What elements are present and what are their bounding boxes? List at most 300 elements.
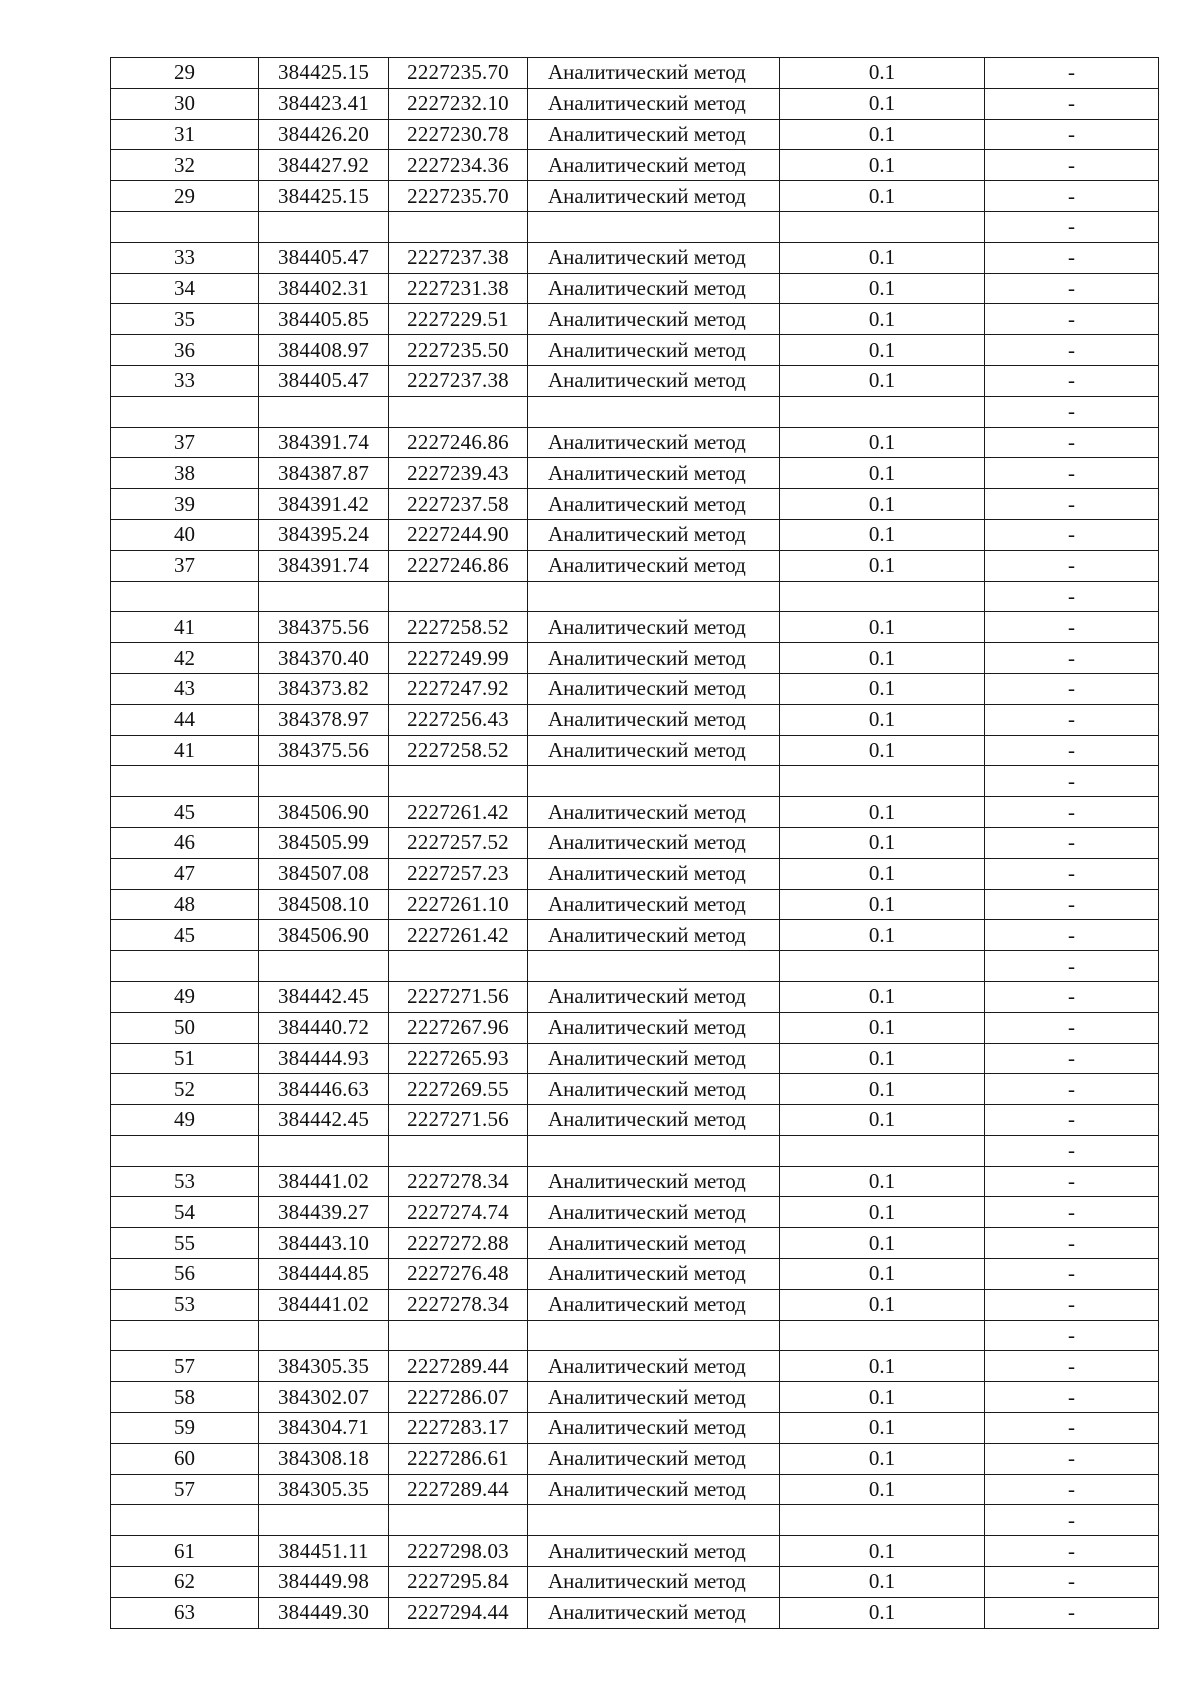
- accuracy-cell: 0.1: [780, 150, 985, 181]
- accuracy-cell: 0.1: [780, 519, 985, 550]
- point-number-cell: 60: [111, 1443, 259, 1474]
- note-cell: -: [985, 889, 1159, 920]
- point-number-cell: [111, 581, 259, 612]
- accuracy-cell: 0.1: [780, 550, 985, 581]
- note-cell: -: [985, 1228, 1159, 1259]
- x-coordinate-cell: 384405.47: [259, 242, 389, 273]
- method-cell: Аналитический метод: [528, 1105, 780, 1136]
- note-cell: -: [985, 1259, 1159, 1290]
- accuracy-cell: 0.1: [780, 458, 985, 489]
- x-coordinate-cell: 384442.45: [259, 981, 389, 1012]
- table-row: [111, 58, 1159, 89]
- table-row: [111, 273, 1159, 304]
- y-coordinate-cell: [389, 951, 528, 982]
- x-coordinate-cell: 384405.85: [259, 304, 389, 335]
- method-cell: Аналитический метод: [528, 1474, 780, 1505]
- note-cell: -: [985, 643, 1159, 674]
- method-cell: Аналитический метод: [528, 1567, 780, 1598]
- method-cell: Аналитический метод: [528, 1228, 780, 1259]
- point-number-cell: 57: [111, 1351, 259, 1382]
- table-row: [111, 242, 1159, 273]
- table-row: [111, 1228, 1159, 1259]
- note-cell: -: [985, 1289, 1159, 1320]
- accuracy-cell: [780, 951, 985, 982]
- accuracy-cell: 0.1: [780, 1012, 985, 1043]
- note-cell: -: [985, 58, 1159, 89]
- table-row: [111, 1536, 1159, 1567]
- point-number-cell: 42: [111, 643, 259, 674]
- table-row: [111, 1474, 1159, 1505]
- point-number-cell: 32: [111, 150, 259, 181]
- note-cell: -: [985, 396, 1159, 427]
- accuracy-cell: 0.1: [780, 58, 985, 89]
- method-cell: Аналитический метод: [528, 858, 780, 889]
- accuracy-cell: 0.1: [780, 489, 985, 520]
- point-number-cell: 53: [111, 1289, 259, 1320]
- note-cell: -: [985, 827, 1159, 858]
- note-cell: -: [985, 273, 1159, 304]
- x-coordinate-cell: 384449.98: [259, 1567, 389, 1598]
- y-coordinate-cell: 2227258.52: [389, 735, 528, 766]
- table-row: [111, 458, 1159, 489]
- note-cell: -: [985, 858, 1159, 889]
- point-number-cell: 44: [111, 704, 259, 735]
- note-cell: -: [985, 365, 1159, 396]
- point-number-cell: 45: [111, 797, 259, 828]
- note-cell: -: [985, 489, 1159, 520]
- table-row: [111, 827, 1159, 858]
- note-cell: -: [985, 1074, 1159, 1105]
- accuracy-cell: [780, 1505, 985, 1536]
- y-coordinate-cell: 2227256.43: [389, 704, 528, 735]
- method-cell: Аналитический метод: [528, 458, 780, 489]
- x-coordinate-cell: 384426.20: [259, 119, 389, 150]
- table-row: [111, 581, 1159, 612]
- method-cell: Аналитический метод: [528, 1259, 780, 1290]
- x-coordinate-cell: 384408.97: [259, 335, 389, 366]
- y-coordinate-cell: 2227244.90: [389, 519, 528, 550]
- accuracy-cell: 0.1: [780, 827, 985, 858]
- accuracy-cell: 0.1: [780, 427, 985, 458]
- y-coordinate-cell: 2227295.84: [389, 1567, 528, 1598]
- method-cell: Аналитический метод: [528, 242, 780, 273]
- method-cell: Аналитический метод: [528, 489, 780, 520]
- x-coordinate-cell: [259, 396, 389, 427]
- y-coordinate-cell: 2227234.36: [389, 150, 528, 181]
- table-row: [111, 1597, 1159, 1628]
- y-coordinate-cell: 2227229.51: [389, 304, 528, 335]
- note-cell: -: [985, 581, 1159, 612]
- x-coordinate-cell: 384395.24: [259, 519, 389, 550]
- accuracy-cell: 0.1: [780, 304, 985, 335]
- x-coordinate-cell: 384441.02: [259, 1289, 389, 1320]
- x-coordinate-cell: 384439.27: [259, 1197, 389, 1228]
- accuracy-cell: 0.1: [780, 1443, 985, 1474]
- point-number-cell: 50: [111, 1012, 259, 1043]
- x-coordinate-cell: 384423.41: [259, 88, 389, 119]
- y-coordinate-cell: 2227246.86: [389, 427, 528, 458]
- point-number-cell: 36: [111, 335, 259, 366]
- table-row: [111, 1135, 1159, 1166]
- y-coordinate-cell: 2227272.88: [389, 1228, 528, 1259]
- table-row: [111, 1012, 1159, 1043]
- y-coordinate-cell: 2227232.10: [389, 88, 528, 119]
- x-coordinate-cell: 384378.97: [259, 704, 389, 735]
- note-cell: -: [985, 242, 1159, 273]
- y-coordinate-cell: 2227265.93: [389, 1043, 528, 1074]
- accuracy-cell: 0.1: [780, 704, 985, 735]
- accuracy-cell: [780, 581, 985, 612]
- table-row: [111, 365, 1159, 396]
- point-number-cell: 43: [111, 673, 259, 704]
- table-row: [111, 550, 1159, 581]
- note-cell: -: [985, 181, 1159, 212]
- note-cell: -: [985, 1135, 1159, 1166]
- point-number-cell: 39: [111, 489, 259, 520]
- accuracy-cell: 0.1: [780, 643, 985, 674]
- y-coordinate-cell: 2227235.70: [389, 58, 528, 89]
- x-coordinate-cell: 384506.90: [259, 920, 389, 951]
- point-number-cell: 61: [111, 1536, 259, 1567]
- x-coordinate-cell: 384444.85: [259, 1259, 389, 1290]
- point-number-cell: 38: [111, 458, 259, 489]
- note-cell: -: [985, 119, 1159, 150]
- note-cell: -: [985, 519, 1159, 550]
- point-number-cell: 51: [111, 1043, 259, 1074]
- accuracy-cell: 0.1: [780, 1074, 985, 1105]
- method-cell: Аналитический метод: [528, 1413, 780, 1444]
- x-coordinate-cell: 384444.93: [259, 1043, 389, 1074]
- accuracy-cell: 0.1: [780, 88, 985, 119]
- point-number-cell: 54: [111, 1197, 259, 1228]
- y-coordinate-cell: 2227289.44: [389, 1351, 528, 1382]
- y-coordinate-cell: 2227246.86: [389, 550, 528, 581]
- accuracy-cell: 0.1: [780, 242, 985, 273]
- method-cell: Аналитический метод: [528, 981, 780, 1012]
- y-coordinate-cell: 2227257.23: [389, 858, 528, 889]
- y-coordinate-cell: 2227269.55: [389, 1074, 528, 1105]
- table-row: [111, 1567, 1159, 1598]
- y-coordinate-cell: 2227298.03: [389, 1536, 528, 1567]
- method-cell: [528, 211, 780, 242]
- accuracy-cell: 0.1: [780, 1597, 985, 1628]
- method-cell: Аналитический метод: [528, 1289, 780, 1320]
- x-coordinate-cell: [259, 1135, 389, 1166]
- method-cell: Аналитический метод: [528, 519, 780, 550]
- x-coordinate-cell: 384304.71: [259, 1413, 389, 1444]
- point-number-cell: [111, 211, 259, 242]
- accuracy-cell: 0.1: [780, 673, 985, 704]
- note-cell: -: [985, 766, 1159, 797]
- table-row: [111, 427, 1159, 458]
- x-coordinate-cell: 384387.87: [259, 458, 389, 489]
- table-row: [111, 889, 1159, 920]
- y-coordinate-cell: 2227278.34: [389, 1289, 528, 1320]
- note-cell: -: [985, 150, 1159, 181]
- table-row: [111, 1105, 1159, 1136]
- accuracy-cell: 0.1: [780, 981, 985, 1012]
- x-coordinate-cell: [259, 211, 389, 242]
- method-cell: Аналитический метод: [528, 550, 780, 581]
- x-coordinate-cell: 384402.31: [259, 273, 389, 304]
- accuracy-cell: 0.1: [780, 1382, 985, 1413]
- point-number-cell: 29: [111, 181, 259, 212]
- accuracy-cell: 0.1: [780, 735, 985, 766]
- accuracy-cell: 0.1: [780, 1197, 985, 1228]
- method-cell: Аналитический метод: [528, 797, 780, 828]
- table-row: [111, 304, 1159, 335]
- method-cell: Аналитический метод: [528, 365, 780, 396]
- x-coordinate-cell: 384308.18: [259, 1443, 389, 1474]
- x-coordinate-cell: 384391.74: [259, 550, 389, 581]
- point-number-cell: [111, 1320, 259, 1351]
- x-coordinate-cell: 384440.72: [259, 1012, 389, 1043]
- point-number-cell: 30: [111, 88, 259, 119]
- table-row: [111, 211, 1159, 242]
- accuracy-cell: 0.1: [780, 1474, 985, 1505]
- method-cell: Аналитический метод: [528, 1074, 780, 1105]
- accuracy-cell: 0.1: [780, 1567, 985, 1598]
- note-cell: -: [985, 88, 1159, 119]
- x-coordinate-cell: 384391.42: [259, 489, 389, 520]
- accuracy-cell: 0.1: [780, 1166, 985, 1197]
- accuracy-cell: 0.1: [780, 1259, 985, 1290]
- accuracy-cell: 0.1: [780, 181, 985, 212]
- table-row: [111, 181, 1159, 212]
- method-cell: Аналитический метод: [528, 827, 780, 858]
- note-cell: -: [985, 1351, 1159, 1382]
- accuracy-cell: 0.1: [780, 365, 985, 396]
- y-coordinate-cell: 2227289.44: [389, 1474, 528, 1505]
- x-coordinate-cell: 384442.45: [259, 1105, 389, 1136]
- x-coordinate-cell: 384425.15: [259, 181, 389, 212]
- accuracy-cell: 0.1: [780, 335, 985, 366]
- x-coordinate-cell: 384427.92: [259, 150, 389, 181]
- note-cell: -: [985, 304, 1159, 335]
- table-row: [111, 951, 1159, 982]
- point-number-cell: 40: [111, 519, 259, 550]
- method-cell: Аналитический метод: [528, 1351, 780, 1382]
- point-number-cell: 49: [111, 1105, 259, 1136]
- method-cell: Аналитический метод: [528, 735, 780, 766]
- accuracy-cell: 0.1: [780, 797, 985, 828]
- note-cell: -: [985, 1197, 1159, 1228]
- accuracy-cell: 0.1: [780, 920, 985, 951]
- table-row: [111, 673, 1159, 704]
- note-cell: -: [985, 735, 1159, 766]
- note-cell: -: [985, 704, 1159, 735]
- point-number-cell: 47: [111, 858, 259, 889]
- table-row: [111, 1505, 1159, 1536]
- method-cell: [528, 1320, 780, 1351]
- note-cell: -: [985, 1043, 1159, 1074]
- method-cell: Аналитический метод: [528, 1597, 780, 1628]
- note-cell: -: [985, 673, 1159, 704]
- accuracy-cell: 0.1: [780, 119, 985, 150]
- method-cell: Аналитический метод: [528, 1382, 780, 1413]
- y-coordinate-cell: 2227278.34: [389, 1166, 528, 1197]
- point-number-cell: 41: [111, 612, 259, 643]
- table-row: [111, 1197, 1159, 1228]
- accuracy-cell: 0.1: [780, 1413, 985, 1444]
- point-number-cell: 29: [111, 58, 259, 89]
- method-cell: [528, 1505, 780, 1536]
- method-cell: Аналитический метод: [528, 1536, 780, 1567]
- table-row: [111, 396, 1159, 427]
- y-coordinate-cell: [389, 211, 528, 242]
- point-number-cell: [111, 396, 259, 427]
- y-coordinate-cell: 2227230.78: [389, 119, 528, 150]
- table-row: [111, 612, 1159, 643]
- y-coordinate-cell: 2227261.42: [389, 797, 528, 828]
- accuracy-cell: 0.1: [780, 1289, 985, 1320]
- table-row: [111, 519, 1159, 550]
- accuracy-cell: [780, 766, 985, 797]
- x-coordinate-cell: 384505.99: [259, 827, 389, 858]
- method-cell: [528, 1135, 780, 1166]
- x-coordinate-cell: 384449.30: [259, 1597, 389, 1628]
- y-coordinate-cell: 2227271.56: [389, 1105, 528, 1136]
- y-coordinate-cell: 2227247.92: [389, 673, 528, 704]
- x-coordinate-cell: 384443.10: [259, 1228, 389, 1259]
- point-number-cell: 45: [111, 920, 259, 951]
- note-cell: -: [985, 1320, 1159, 1351]
- x-coordinate-cell: 384451.11: [259, 1536, 389, 1567]
- y-coordinate-cell: 2227261.10: [389, 889, 528, 920]
- note-cell: -: [985, 1443, 1159, 1474]
- point-number-cell: 49: [111, 981, 259, 1012]
- y-coordinate-cell: 2227267.96: [389, 1012, 528, 1043]
- method-cell: Аналитический метод: [528, 1166, 780, 1197]
- y-coordinate-cell: [389, 1320, 528, 1351]
- x-coordinate-cell: 384305.35: [259, 1474, 389, 1505]
- x-coordinate-cell: [259, 766, 389, 797]
- method-cell: Аналитический метод: [528, 427, 780, 458]
- y-coordinate-cell: [389, 1505, 528, 1536]
- x-coordinate-cell: 384391.74: [259, 427, 389, 458]
- y-coordinate-cell: [389, 396, 528, 427]
- method-cell: Аналитический метод: [528, 1043, 780, 1074]
- point-number-cell: 57: [111, 1474, 259, 1505]
- point-number-cell: [111, 951, 259, 982]
- y-coordinate-cell: [389, 766, 528, 797]
- table-row: [111, 920, 1159, 951]
- table-row: [111, 150, 1159, 181]
- x-coordinate-cell: 384305.35: [259, 1351, 389, 1382]
- coordinates-table: [110, 57, 1159, 1629]
- accuracy-cell: 0.1: [780, 1043, 985, 1074]
- accuracy-cell: 0.1: [780, 889, 985, 920]
- table-row: [111, 797, 1159, 828]
- y-coordinate-cell: [389, 1135, 528, 1166]
- accuracy-cell: [780, 1320, 985, 1351]
- method-cell: Аналитический метод: [528, 304, 780, 335]
- point-number-cell: 62: [111, 1567, 259, 1598]
- y-coordinate-cell: 2227237.38: [389, 365, 528, 396]
- y-coordinate-cell: 2227274.74: [389, 1197, 528, 1228]
- table-row: [111, 766, 1159, 797]
- table-row: [111, 1443, 1159, 1474]
- x-coordinate-cell: [259, 951, 389, 982]
- y-coordinate-cell: 2227283.17: [389, 1413, 528, 1444]
- x-coordinate-cell: 384508.10: [259, 889, 389, 920]
- point-number-cell: 35: [111, 304, 259, 335]
- x-coordinate-cell: 384506.90: [259, 797, 389, 828]
- y-coordinate-cell: 2227231.38: [389, 273, 528, 304]
- y-coordinate-cell: 2227235.50: [389, 335, 528, 366]
- note-cell: -: [985, 1536, 1159, 1567]
- x-coordinate-cell: 384446.63: [259, 1074, 389, 1105]
- note-cell: -: [985, 1382, 1159, 1413]
- table-row: [111, 1289, 1159, 1320]
- point-number-cell: 33: [111, 365, 259, 396]
- y-coordinate-cell: 2227235.70: [389, 181, 528, 212]
- coordinates-table-body: [111, 58, 1159, 1629]
- x-coordinate-cell: 384370.40: [259, 643, 389, 674]
- table-row: [111, 735, 1159, 766]
- point-number-cell: [111, 766, 259, 797]
- method-cell: [528, 396, 780, 427]
- y-coordinate-cell: 2227261.42: [389, 920, 528, 951]
- note-cell: -: [985, 1105, 1159, 1136]
- x-coordinate-cell: 384507.08: [259, 858, 389, 889]
- method-cell: Аналитический метод: [528, 1443, 780, 1474]
- method-cell: Аналитический метод: [528, 643, 780, 674]
- note-cell: -: [985, 1012, 1159, 1043]
- note-cell: -: [985, 612, 1159, 643]
- note-cell: -: [985, 1166, 1159, 1197]
- accuracy-cell: [780, 1135, 985, 1166]
- method-cell: Аналитический метод: [528, 119, 780, 150]
- table-row: [111, 489, 1159, 520]
- y-coordinate-cell: 2227276.48: [389, 1259, 528, 1290]
- method-cell: Аналитический метод: [528, 1197, 780, 1228]
- method-cell: Аналитический метод: [528, 920, 780, 951]
- table-row: [111, 1351, 1159, 1382]
- table-row: [111, 1413, 1159, 1444]
- accuracy-cell: 0.1: [780, 1351, 985, 1382]
- note-cell: -: [985, 1597, 1159, 1628]
- y-coordinate-cell: 2227257.52: [389, 827, 528, 858]
- table-row: [111, 335, 1159, 366]
- method-cell: Аналитический метод: [528, 58, 780, 89]
- y-coordinate-cell: 2227249.99: [389, 643, 528, 674]
- method-cell: [528, 581, 780, 612]
- table-row: [111, 1320, 1159, 1351]
- point-number-cell: 53: [111, 1166, 259, 1197]
- point-number-cell: 37: [111, 550, 259, 581]
- note-cell: -: [985, 797, 1159, 828]
- note-cell: -: [985, 1505, 1159, 1536]
- table-row: [111, 1043, 1159, 1074]
- point-number-cell: 52: [111, 1074, 259, 1105]
- point-number-cell: 56: [111, 1259, 259, 1290]
- method-cell: Аналитический метод: [528, 1012, 780, 1043]
- table-row: [111, 704, 1159, 735]
- table-row: [111, 858, 1159, 889]
- table-row: [111, 981, 1159, 1012]
- accuracy-cell: 0.1: [780, 273, 985, 304]
- y-coordinate-cell: 2227258.52: [389, 612, 528, 643]
- note-cell: -: [985, 550, 1159, 581]
- point-number-cell: 48: [111, 889, 259, 920]
- x-coordinate-cell: 384441.02: [259, 1166, 389, 1197]
- method-cell: [528, 766, 780, 797]
- point-number-cell: 37: [111, 427, 259, 458]
- y-coordinate-cell: 2227237.38: [389, 242, 528, 273]
- x-coordinate-cell: 384302.07: [259, 1382, 389, 1413]
- table-row: [111, 1166, 1159, 1197]
